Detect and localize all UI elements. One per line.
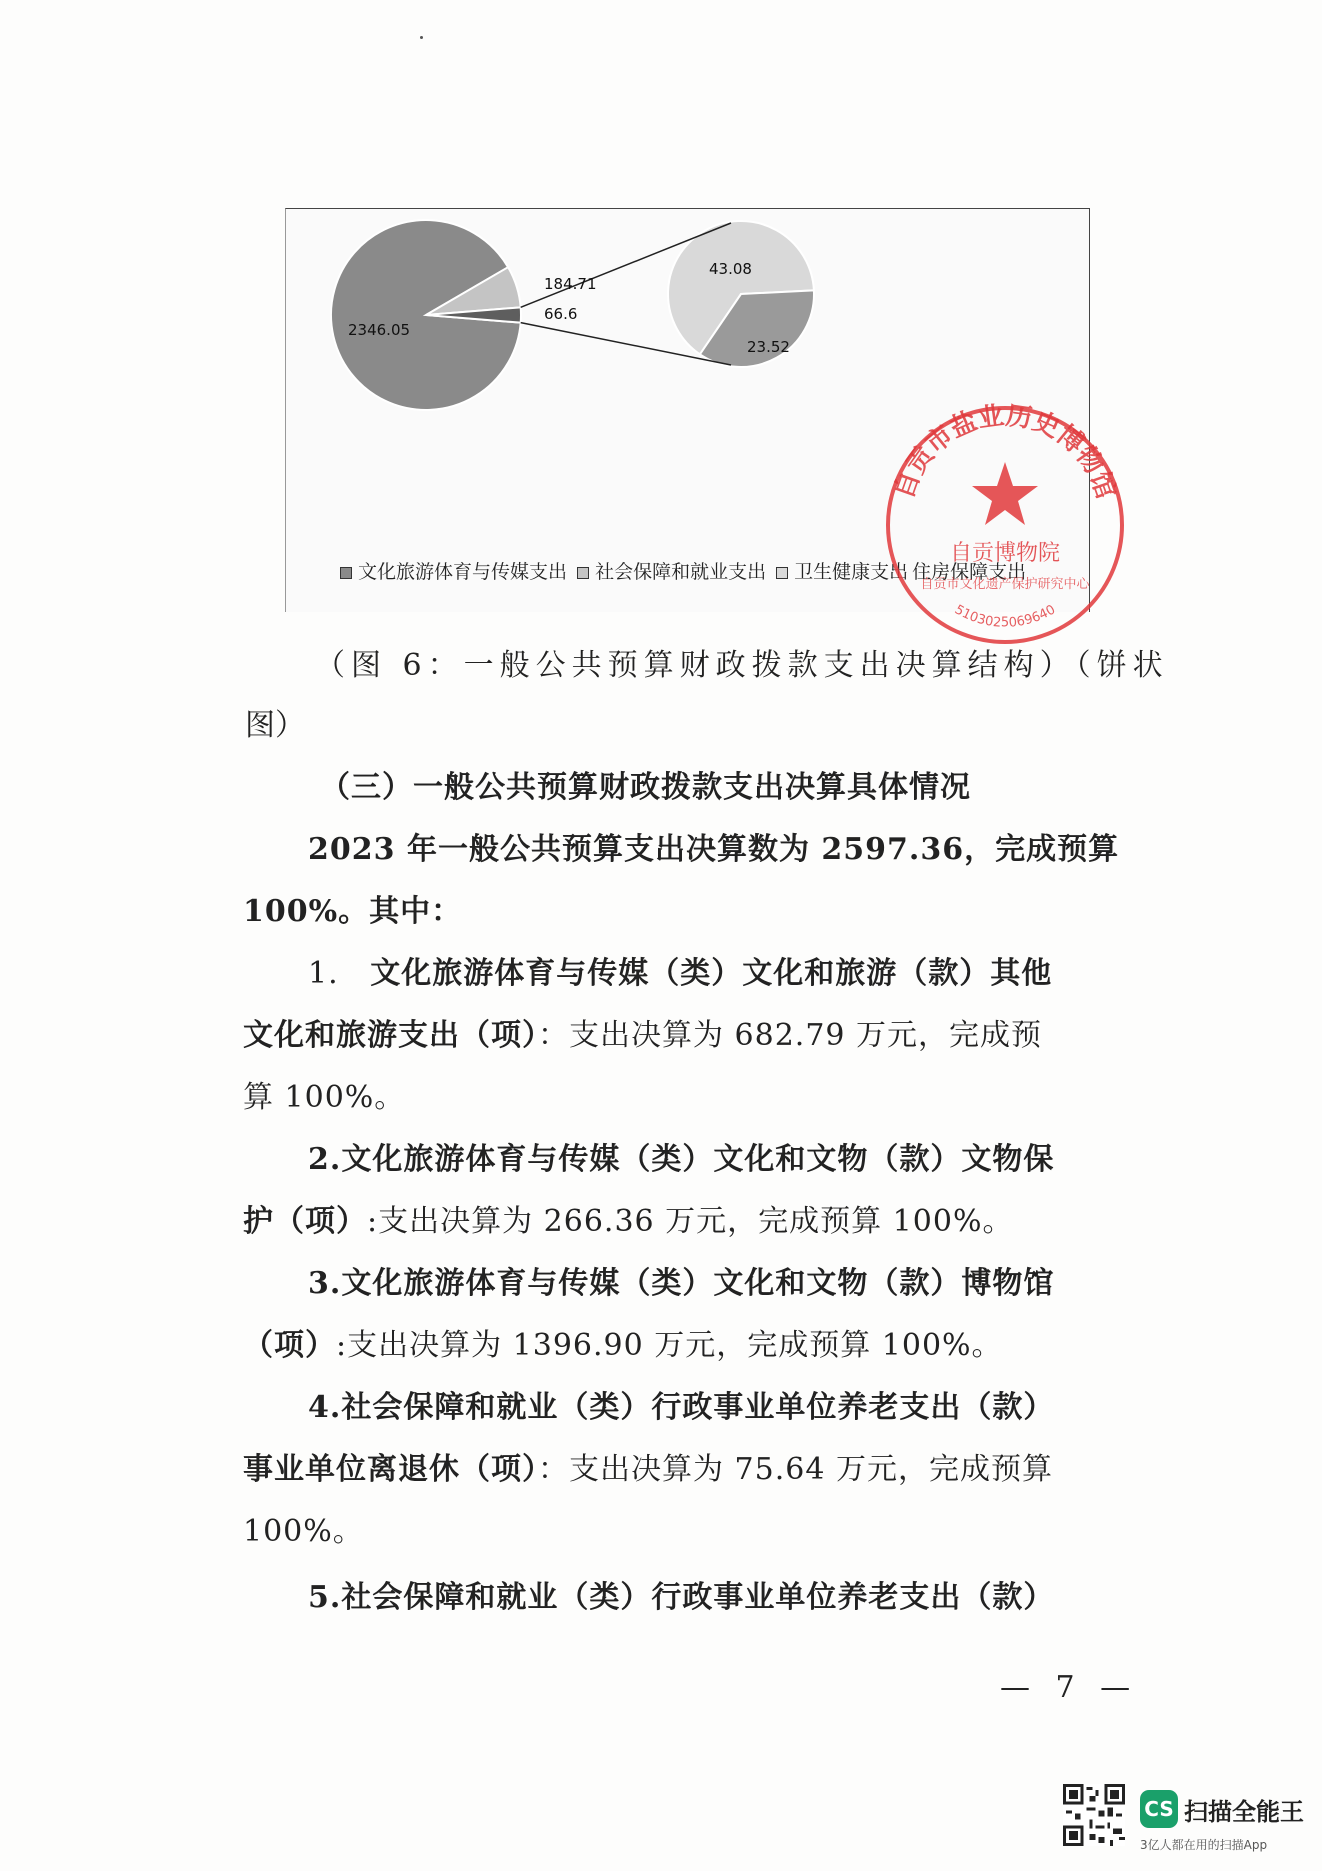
item4-line1: 4.社会保障和就业（类）行政事业单位养老支出（款） [308, 1390, 1055, 1425]
scan-speck [420, 36, 423, 39]
legend-swatch [776, 567, 788, 579]
legend-swatch [340, 567, 352, 579]
item2-line2 [243, 1196, 1013, 1240]
legend-item-culture [340, 561, 567, 583]
item4-title-cont: 事业单位离退休（项） [243, 1452, 538, 1487]
item2-line1: 2.文化旅游体育与传媒（类）文化和文物（款）文物保 [308, 1142, 1055, 1177]
item1-title-cont: 文化和旅游支出（项） [243, 1018, 538, 1053]
legend-label: 社会保障和就业支出 [595, 561, 767, 583]
seal-lower-text: 自贡市文化遗产保护研究中心 [920, 577, 1090, 592]
item3-title-cont: （项） [243, 1328, 336, 1363]
scanner-app-name: 扫描全能王 [1184, 1797, 1304, 1826]
item3-detail: :支出决算为 1396.90 万元，完成预算 100%。 [336, 1328, 1003, 1363]
seal-star-icon [972, 462, 1038, 525]
legend-label: 住房保障支出 [912, 561, 1027, 583]
item2-title-cont: 护（项） [243, 1204, 367, 1239]
cs-logo-icon: CS [1140, 1790, 1178, 1828]
figure-caption-line2: 图） [245, 708, 305, 743]
legend-item-social [577, 561, 766, 583]
figure-caption-line1: （图 6：一般公共预算财政拨款支出决算结构）（饼状 [315, 648, 1169, 683]
data-label-main-large: 2346.05 [348, 321, 411, 339]
data-label-sub-large: 43.08 [709, 260, 752, 278]
intro-line2: 100%。其中： [243, 894, 463, 929]
seal-outer-text: 自贡市盐业历史博物馆 [889, 400, 1121, 503]
legend-swatch [577, 567, 589, 579]
item3-line2 [243, 1320, 1003, 1364]
section-title: （三）一般公共预算财政拨款支出决算具体情况 [320, 770, 971, 805]
legend-label: 文化旅游体育与传媒支出 [358, 561, 568, 583]
scanner-tagline: 3亿人都在用的扫描App [1140, 1838, 1268, 1852]
legend-label: 卫生健康支出 [794, 561, 909, 583]
page-number: — 7 — [1000, 1670, 1139, 1705]
item3-line1: 3.文化旅游体育与传媒（类）文化和文物（款）博物馆 [308, 1266, 1055, 1301]
item1-number: 1. [308, 956, 339, 991]
seal-inner-text: 自贡博物院 [949, 541, 1061, 566]
item1-detail: ：支出决算为 682.79 万元，完成预 [538, 1018, 1043, 1053]
item4-line3: 100%。 [243, 1514, 364, 1549]
item4-detail: ：支出决算为 75.64 万元，完成预算 [538, 1452, 1053, 1487]
intro-line1: 2023 年一般公共预算支出决算数为 2597.36，完成预算 [308, 832, 1120, 867]
item1-title: 文化旅游体育与传媒（类）文化和旅游（款）其他 [370, 956, 1053, 991]
seal-code: 5103025069640 [951, 602, 1059, 631]
item1-line1 [308, 948, 1052, 992]
item2-detail: :支出决算为 266.36 万元，完成预算 100%。 [367, 1204, 1014, 1239]
data-label-main-medium: 184.71 [544, 275, 597, 293]
item1-line2 [243, 1010, 1042, 1054]
official-seal [880, 400, 1130, 650]
scanner-watermark [1140, 1790, 1304, 1853]
item1-line3: 算 100%。 [243, 1080, 406, 1115]
data-label-main-small: 66.6 [544, 305, 578, 323]
item4-line2 [243, 1444, 1053, 1488]
qr-code-icon [1063, 1784, 1125, 1846]
item5-line1: 5.社会保障和就业（类）行政事业单位养老支出（款） [308, 1580, 1055, 1615]
data-label-sub-small: 23.52 [747, 338, 790, 356]
